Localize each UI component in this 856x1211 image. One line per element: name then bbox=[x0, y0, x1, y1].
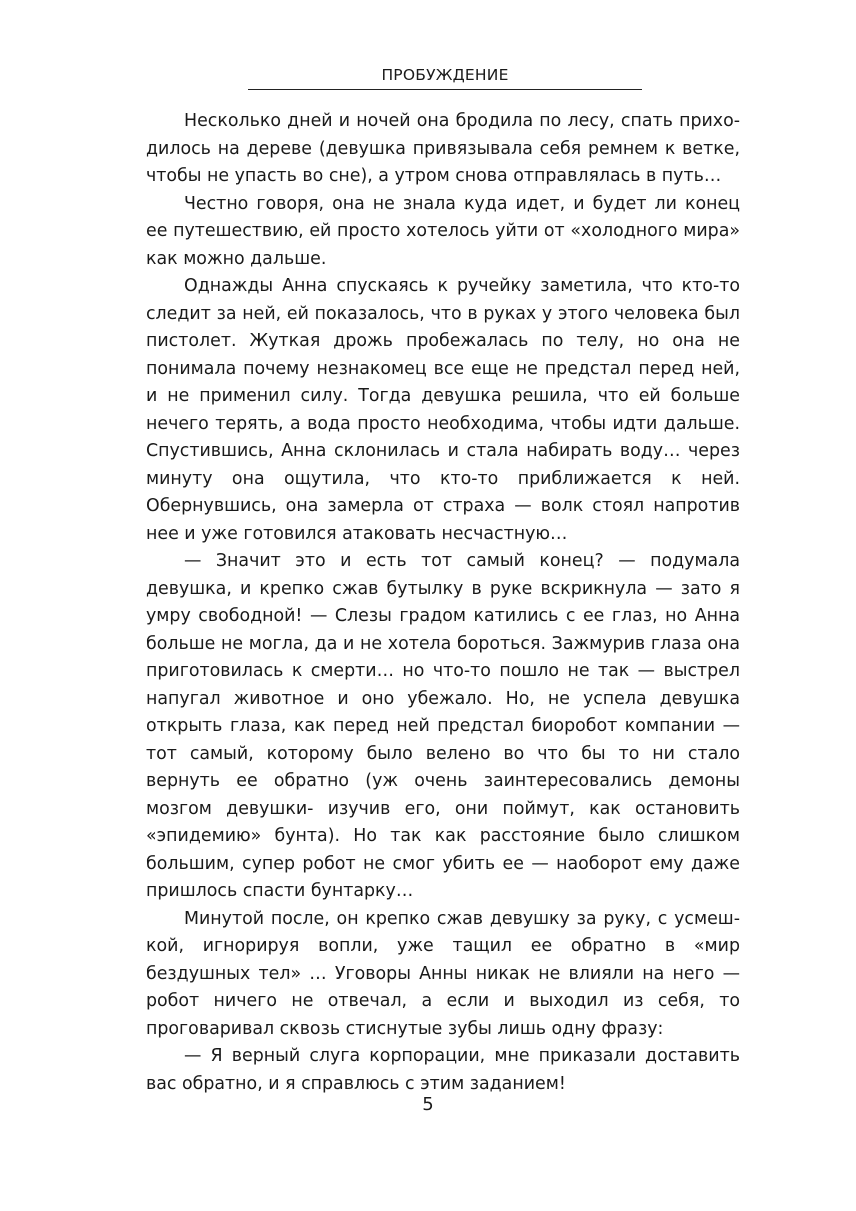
page-number: 5 bbox=[422, 1094, 434, 1115]
running-head: ПРОБУЖДЕНИЕ bbox=[381, 66, 509, 84]
paragraph: — Значит это и есть тот самый конец? — подумала девушка, и крепко сжав бутылку в руке вскрикнула — зато я умру свободной! — Слезы градом катились с ее глаз, но Анна больше не могла, да и не хотела бороться. Зажмурив глаза она приготовилась к смерти… но что-то пошло не так — выстрел напугал животное и оно убежало. Но, не успела девушка открыть глаза, как перед ней предстал биоробот компании — тот самый, которому было велено во что бы то ни стало вернуть ее обратно (уж очень заинтересовались демоны мозгом девушки- изучив его, они поймут, как остановить «эпидемию» бунта). Но так как расстояние было слишком большим, супер робот не смог убить ее — наоборот ему даже пришлось спасти бунтарку… bbox=[146, 551, 740, 901]
paragraph: — Я верный слуга корпорации, мне приказали доставить вас обратно, и я справлюсь с этим заданием! bbox=[146, 1046, 740, 1094]
header-rule bbox=[248, 89, 642, 90]
paragraph: Несколько дней и ночей она бродила по лесу, спать приходилось на дереве (девушка привязывала себя ремнем к ветке, чтобы не упасть во сне), а утром снова отправлялась в путь… bbox=[146, 111, 740, 186]
paragraph: Минутой после, он крепко сжав девушку за руку, с усмешкой, игнорируя вопли, уже тащил ее обратно в «мир бездушных тел» … Уговоры Анны никак не влияли на него — робот ничего не отвечал, а если и выходил из себя, то проговаривал сквозь стиснутые зубы лишь одну фразу: bbox=[146, 908, 740, 1039]
body-text bbox=[146, 108, 740, 1098]
paragraph: Честно говоря, она не знала куда идет, и будет ли конец ее путешествию, ей просто хотелось уйти от «холодного мира» как можно дальше. bbox=[146, 193, 740, 269]
paragraph: Однажды Анна спускаясь к ручейку заметила, что кто-то следит за ней, ей показалось, что в руках у этого человека был пистолет. Жуткая дрожь пробежалась по телу, но она не понимала почему незнакомец все еще не предстал перед ней, и не применил силу. Тогда девушка решила, что ей больше нечего терять, а вода просто необходима, чтобы идти дальше. Спустившись, Анна склонилась и стала набирать воду… через минуту она ощутила, что кто-то приближается к ней. Обернувшись, она замерла от страха — волк стоял напротив нее и уже готовился атаковать несчастную… bbox=[146, 276, 740, 544]
